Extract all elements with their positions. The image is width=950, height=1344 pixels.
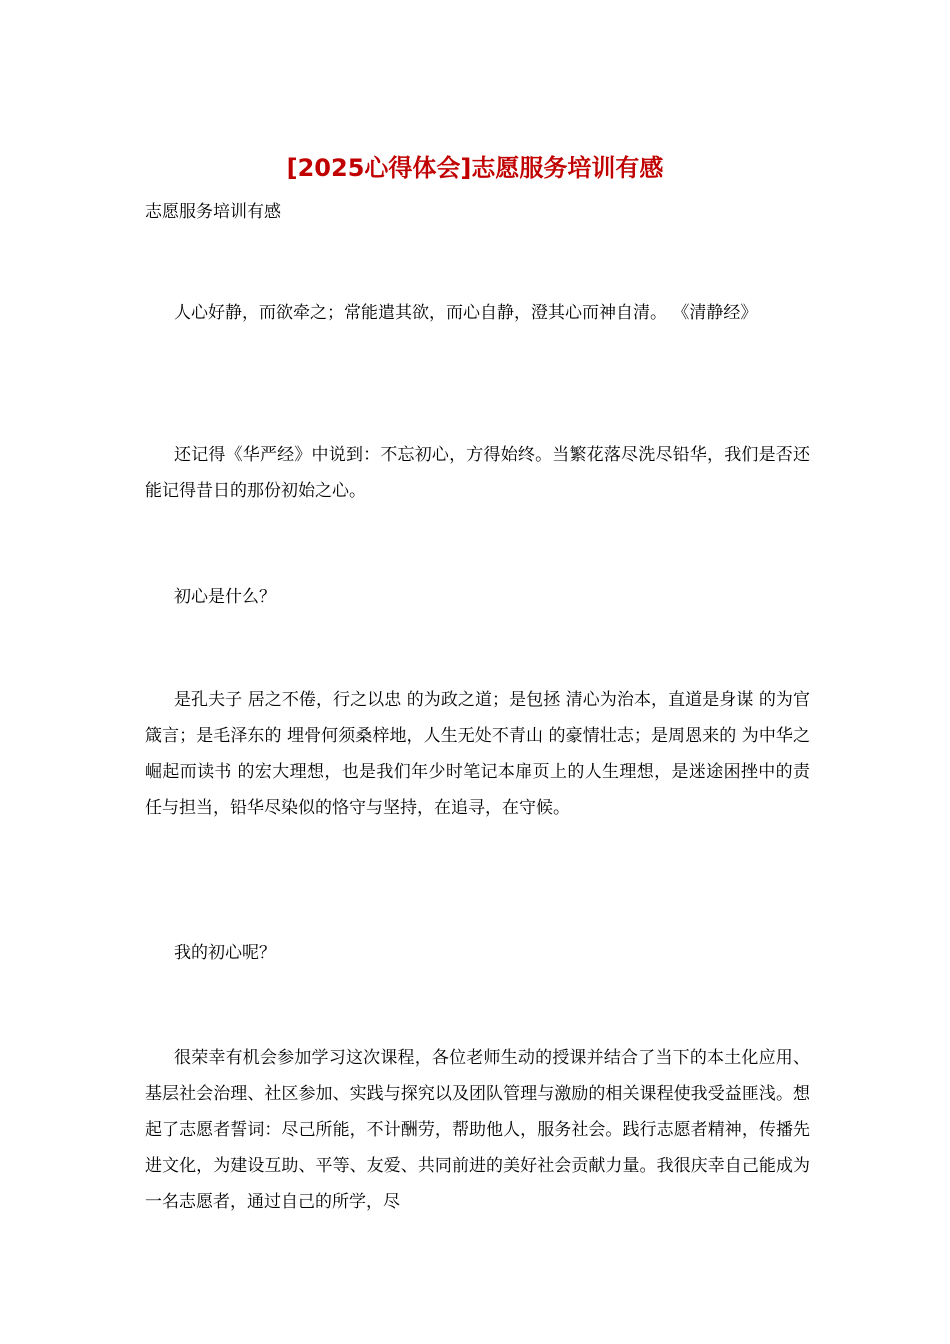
paragraph-training: 很荣幸有机会参加学习这次课程，各位老师生动的授课并结合了当下的本土化应用、基层社会治理、社区参加、实践与探究以及团队管理与激励的相关课程使我受益匪浅。想起了志愿者誓词：尽己所能，不计酬劳，帮助他人，服务社会。践行志愿者精神，传播先进文化，为建设互助、平等、友爱、共同前进的美好社会贡献力量。我很庆幸自己能成为一名志愿者，通过自己的所学，尽 — [145, 1048, 810, 1212]
paragraph-quote: 人心好静，而欲牵之；常能遣其欲，而心自静，澄其心而神自清。 《清静经》 — [174, 303, 758, 323]
paragraph-examples: 是孔夫子 居之不倦，行之以忠 的为政之道；是包拯 清心为治本，直道是身谋 的为官箴言；是毛泽东的 埋骨何须桑梓地，人生无处不青山 的豪情壮志；是周恩来的 为中华之崛起而读书 的宏大理想，也是我们年少时笔记本扉页上的人生理想，是迷途困挫中的责任与担当，铅华尽染似的恪守与坚持，在追寻，在守候。 — [145, 690, 810, 818]
paragraph-question-1: 初心是什么？ — [174, 587, 276, 607]
document-title: [2025心得体会]志愿服务培训有感 — [286, 154, 664, 182]
paragraph-huayan: 还记得《华严经》中说到：不忘初心，方得始终。当繁花落尽洗尽铅华，我们是否还能记得昔日的那份初始之心。 — [145, 445, 810, 501]
paragraph-question-2: 我的初心呢？ — [174, 943, 276, 963]
document-subtitle: 志愿服务培训有感 — [145, 202, 281, 222]
